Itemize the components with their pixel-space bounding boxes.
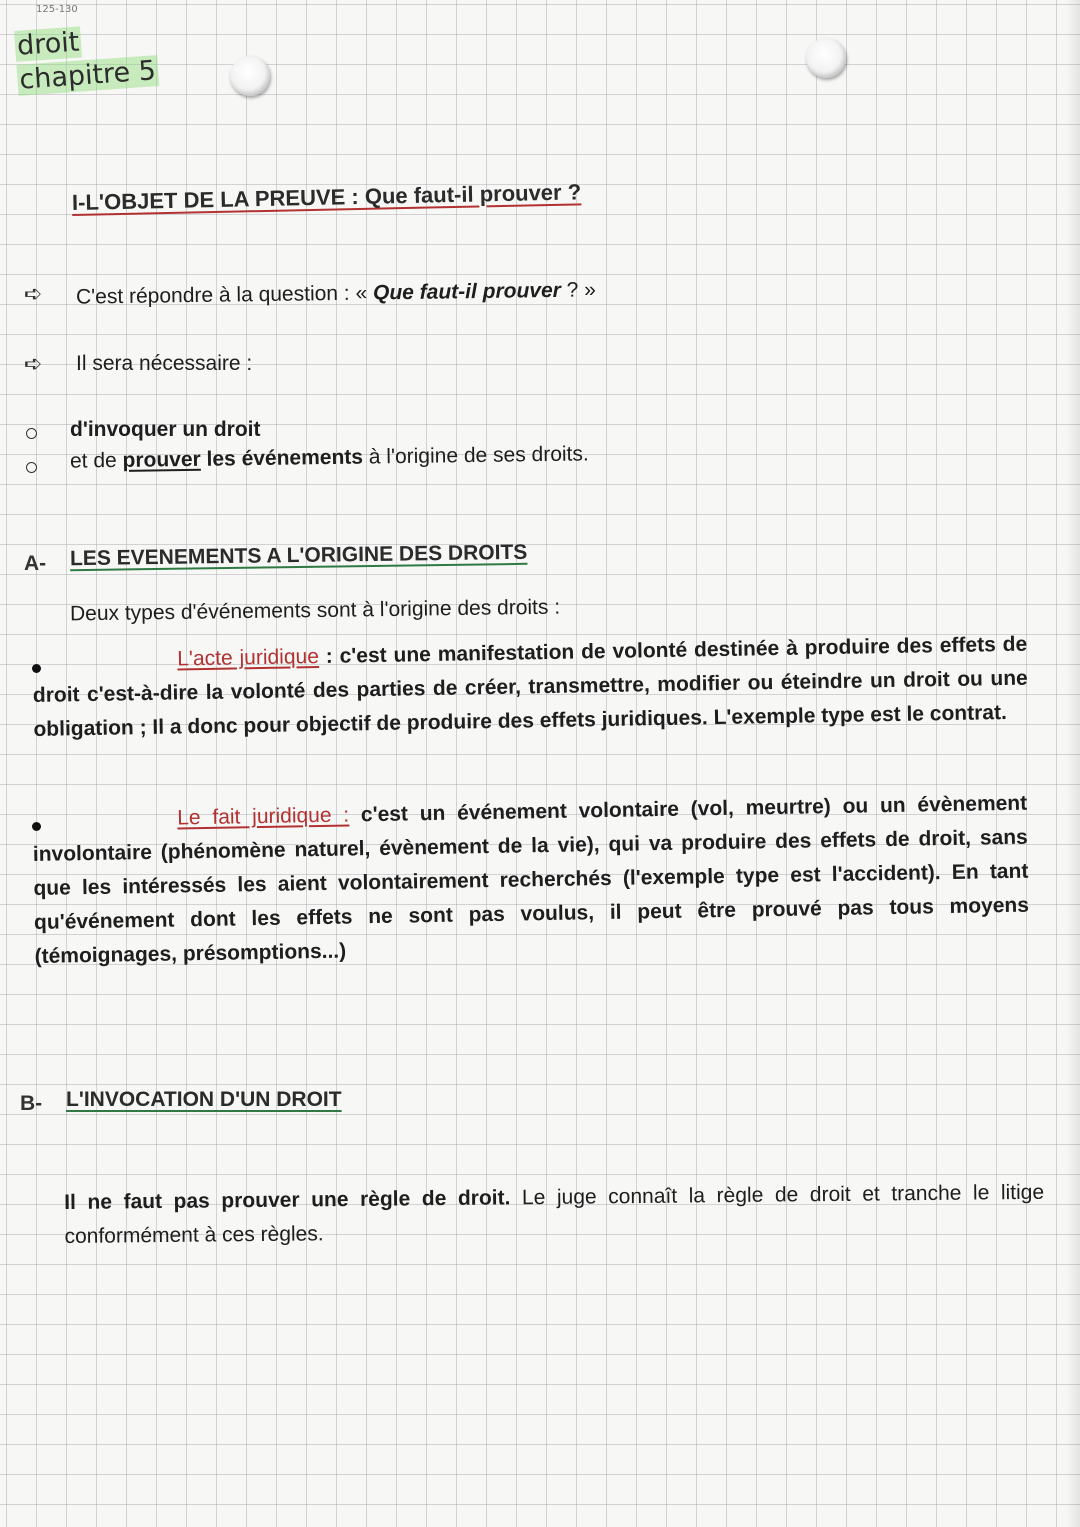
- fait-juridique-term: Le fait juridique :: [177, 803, 350, 830]
- section-a-letter: A-: [24, 552, 47, 575]
- circle-item-prove: et de prouver les événements à l'origine de ses droits.: [69, 442, 589, 473]
- circle-item-invoke: d'invoquer un droit: [70, 418, 261, 441]
- punch-hole-right: [806, 38, 846, 78]
- section-a-intro: Deux types d'événements sont à l'origine des droits :: [69, 595, 561, 626]
- page-edge-shadow: [1066, 0, 1080, 1527]
- main-section-title: I-L'OBJET DE LA PREUVE : Que faut-il prouver ?: [71, 179, 582, 215]
- handwritten-subject: droit: [16, 26, 81, 62]
- circle-bullet-icon: [26, 462, 37, 473]
- handwritten-chapter: chapitre 5: [18, 55, 157, 96]
- top-scribble: 125-130: [36, 4, 78, 15]
- section-b-paragraph: Il ne faut pas prouver une règle de droit. Le juge connaît la règle de droit et tranche le litige conformément à ces règles.: [64, 1180, 1045, 1248]
- acte-juridique-term: L'acte juridique: [177, 644, 320, 671]
- arrow-bullet-icon: ➪: [24, 282, 43, 307]
- arrow-item-necessary: Il sera nécessaire :: [76, 352, 253, 375]
- arrow-item-question: C'est répondre à la question : « Que faut-il prouver ? »: [75, 278, 597, 309]
- acte-juridique-paragraph: L'acte juridique : c'est une manifestation de volonté destinée à produire des effets de droit c'est-à-dire la volonté des parties de créer, transmettre, modifier ou éteindre un droit ou une obligation ; Il a donc pour objectif de produire des effets juridiques. L'exemple type est le contrat.: [32, 632, 1028, 741]
- handwritten-title: [14, 20, 159, 98]
- fait-juridique-paragraph: Le fait juridique : c'est un événement volontaire (vol, meurtre) ou un évènement involontaire (phénomène naturel, évènement de la vie), qui va produire des effets de droit, sans que les intéressés les aient volontairement recherchés (l'exemple type est l'accident). En tant qu'événement dont les effets ne sont pas voulus, il peut être prouvé pas tous moyens (témoignages, présomptions...): [32, 791, 1030, 968]
- section-b-title: L'INVOCATION D'UN DROIT: [66, 1088, 342, 1111]
- circle-bullet-icon: [26, 428, 37, 439]
- section-b-letter: B-: [20, 1092, 43, 1115]
- section-a-title: LES EVENEMENTS A L'ORIGINE DES DROITS: [69, 540, 528, 571]
- arrow-bullet-icon: ➪: [24, 352, 43, 377]
- punch-hole-left: [230, 56, 270, 96]
